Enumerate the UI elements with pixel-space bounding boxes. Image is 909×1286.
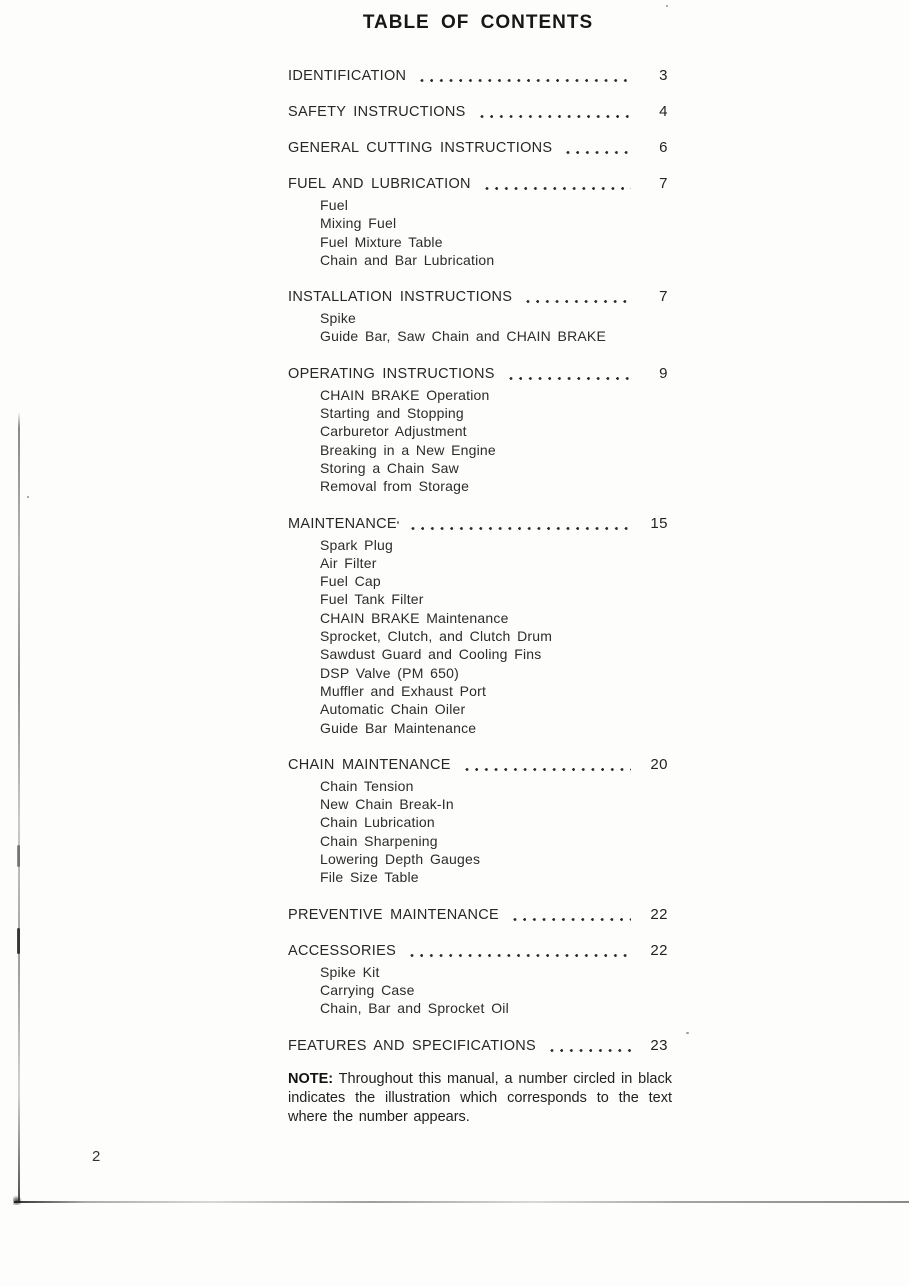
toc-entry xyxy=(288,140,668,156)
toc-subitem: Chain and Bar Lubrication xyxy=(320,251,495,268)
toc-subitem: New Chain Break-In xyxy=(320,796,454,813)
toc-subitems xyxy=(320,309,668,346)
toc-entry-page: 15 xyxy=(650,514,668,532)
toc-entry-row xyxy=(288,176,668,192)
toc-entry xyxy=(288,176,668,269)
toc-subitems xyxy=(320,777,668,887)
scan-speck xyxy=(397,521,399,524)
dotted-leader xyxy=(409,526,631,531)
toc-subitems xyxy=(320,963,668,1018)
note-paragraph xyxy=(288,1070,672,1127)
toc-entry-page: 7 xyxy=(659,175,668,192)
toc-entry-label: PREVENTIVE MAINTENANCE xyxy=(288,906,500,923)
toc-subitem: Muffler and Exhaust Port xyxy=(320,682,487,699)
dotted-leader xyxy=(483,186,631,191)
toc-entry xyxy=(288,943,668,1018)
toc-subitem: Air Filter xyxy=(320,554,377,571)
page-number: 2 xyxy=(92,1148,101,1165)
toc-entry-row xyxy=(288,516,668,532)
toc-subitems xyxy=(320,196,668,269)
toc-entry-row xyxy=(288,104,668,120)
toc-entry-page: 4 xyxy=(659,103,668,120)
toc-subitem: Spike xyxy=(320,310,357,327)
note-text: Throughout this manual, a number circled in black indicates the illustration which corresponds to the text where the number appears. xyxy=(288,1071,672,1125)
toc-list xyxy=(288,68,668,1074)
toc-entry-page: 22 xyxy=(650,905,668,923)
toc-subitem: Starting and Stopping xyxy=(320,405,464,422)
toc-entry-label: MAINTENANCE xyxy=(288,515,397,532)
dotted-leader xyxy=(564,150,631,155)
toc-subitem: Chain, Bar and Sprocket Oil xyxy=(320,1000,509,1017)
toc-subitem: Carburetor Adjustment xyxy=(320,423,467,440)
dotted-leader xyxy=(511,917,631,922)
toc-entry-row xyxy=(288,907,668,923)
toc-entry xyxy=(288,516,668,737)
toc-entry-label: OPERATING INSTRUCTIONS xyxy=(288,365,495,382)
scan-edge-corner-blob xyxy=(13,1195,22,1205)
toc-entry-label: GENERAL CUTTING INSTRUCTIONS xyxy=(288,140,553,156)
toc-subitem: Mixing Fuel xyxy=(320,215,397,232)
toc-subitem: Guide Bar Maintenance xyxy=(320,719,477,736)
toc-subitem: Sprocket, Clutch, and Clutch Drum xyxy=(320,628,553,645)
toc-entry-label: CHAIN MAINTENANCE xyxy=(288,756,451,773)
toc-entry-row xyxy=(288,943,668,959)
dotted-leader xyxy=(478,114,631,119)
toc-entry-label: IDENTIFICATION xyxy=(288,68,407,84)
toc-subitem: Fuel Mixture Table xyxy=(320,233,443,250)
toc-entry xyxy=(288,757,668,887)
toc-subitem: CHAIN BRAKE Maintenance xyxy=(320,609,509,626)
scan-edge-bottom-line xyxy=(14,1201,909,1203)
toc-subitem: Spike Kit xyxy=(320,963,380,980)
toc-entry-row xyxy=(288,757,668,773)
toc-subitem: Breaking in a New Engine xyxy=(320,441,496,458)
toc-entry-page: 7 xyxy=(659,288,668,306)
toc-entry-row xyxy=(288,289,668,305)
toc-entry xyxy=(288,366,668,496)
dotted-leader xyxy=(507,376,631,381)
scan-edge-tick xyxy=(17,928,20,954)
scan-speck xyxy=(666,5,668,7)
toc-entry-page: 3 xyxy=(659,67,668,84)
toc-entry-row xyxy=(288,68,668,84)
toc-subitem: Storing a Chain Saw xyxy=(320,459,459,476)
toc-subitem: Spark Plug xyxy=(320,536,393,553)
toc-entry xyxy=(288,1038,668,1054)
toc-subitem: DSP Valve (PM 650) xyxy=(320,664,459,681)
toc-subitem: Fuel xyxy=(320,197,349,213)
toc-entry xyxy=(288,68,668,84)
toc-entry-label: INSTALLATION INSTRUCTIONS xyxy=(288,289,513,306)
toc-subitems xyxy=(320,536,668,737)
toc-subitem: Sawdust Guard and Cooling Fins xyxy=(320,646,542,663)
dotted-leader xyxy=(524,299,631,304)
toc-subitem: Fuel Cap xyxy=(320,573,381,590)
dotted-leader xyxy=(463,767,631,772)
toc-subitem: CHAIN BRAKE Operation xyxy=(320,386,490,403)
toc-subitem: File Size Table xyxy=(320,869,419,886)
dotted-leader xyxy=(408,953,631,958)
toc-subitem: Chain Sharpening xyxy=(320,832,438,849)
toc-subitem: Chain Tension xyxy=(320,777,414,794)
toc-entry-row xyxy=(288,1038,668,1054)
toc-subitem: Carrying Case xyxy=(320,981,415,998)
toc-subitem: Lowering Depth Gauges xyxy=(320,851,481,868)
toc-subitem: Fuel Tank Filter xyxy=(320,591,424,608)
toc-subitem: Automatic Chain Oiler xyxy=(320,701,466,718)
toc-entry-label: SAFETY INSTRUCTIONS xyxy=(288,104,466,120)
toc-entry-label: FUEL AND LUBRICATION xyxy=(288,176,471,192)
dotted-leader xyxy=(548,1048,631,1053)
toc-entry xyxy=(288,289,668,346)
toc-subitems xyxy=(320,386,668,496)
toc-subitem: Removal from Storage xyxy=(320,478,470,495)
toc-entry-page: 23 xyxy=(650,1036,668,1054)
page-title: TABLE OF CONTENTS xyxy=(362,12,594,33)
toc-entry-page: 6 xyxy=(659,139,668,156)
toc-entry-page: 9 xyxy=(659,364,668,382)
toc-entry-row xyxy=(288,140,668,156)
scan-speck xyxy=(686,1032,689,1034)
note-label: NOTE: xyxy=(288,1071,334,1087)
toc-entry-label: FEATURES AND SPECIFICATIONS xyxy=(288,1037,537,1054)
dotted-leader xyxy=(418,78,631,83)
toc-entry-page: 20 xyxy=(650,755,668,773)
toc-entry-label: ACCESSORIES xyxy=(288,942,397,959)
toc-subitem: Chain Lubrication xyxy=(320,814,435,831)
toc-entry xyxy=(288,907,668,923)
toc-entry-row xyxy=(288,366,668,382)
scan-edge-vertical-line xyxy=(18,412,20,1203)
toc-subitem: Guide Bar, Saw Chain and CHAIN BRAKE xyxy=(320,328,606,345)
scan-edge-tick xyxy=(17,845,20,867)
toc-entry-page: 22 xyxy=(650,941,668,959)
scan-speck xyxy=(27,496,29,498)
toc-entry xyxy=(288,104,668,120)
